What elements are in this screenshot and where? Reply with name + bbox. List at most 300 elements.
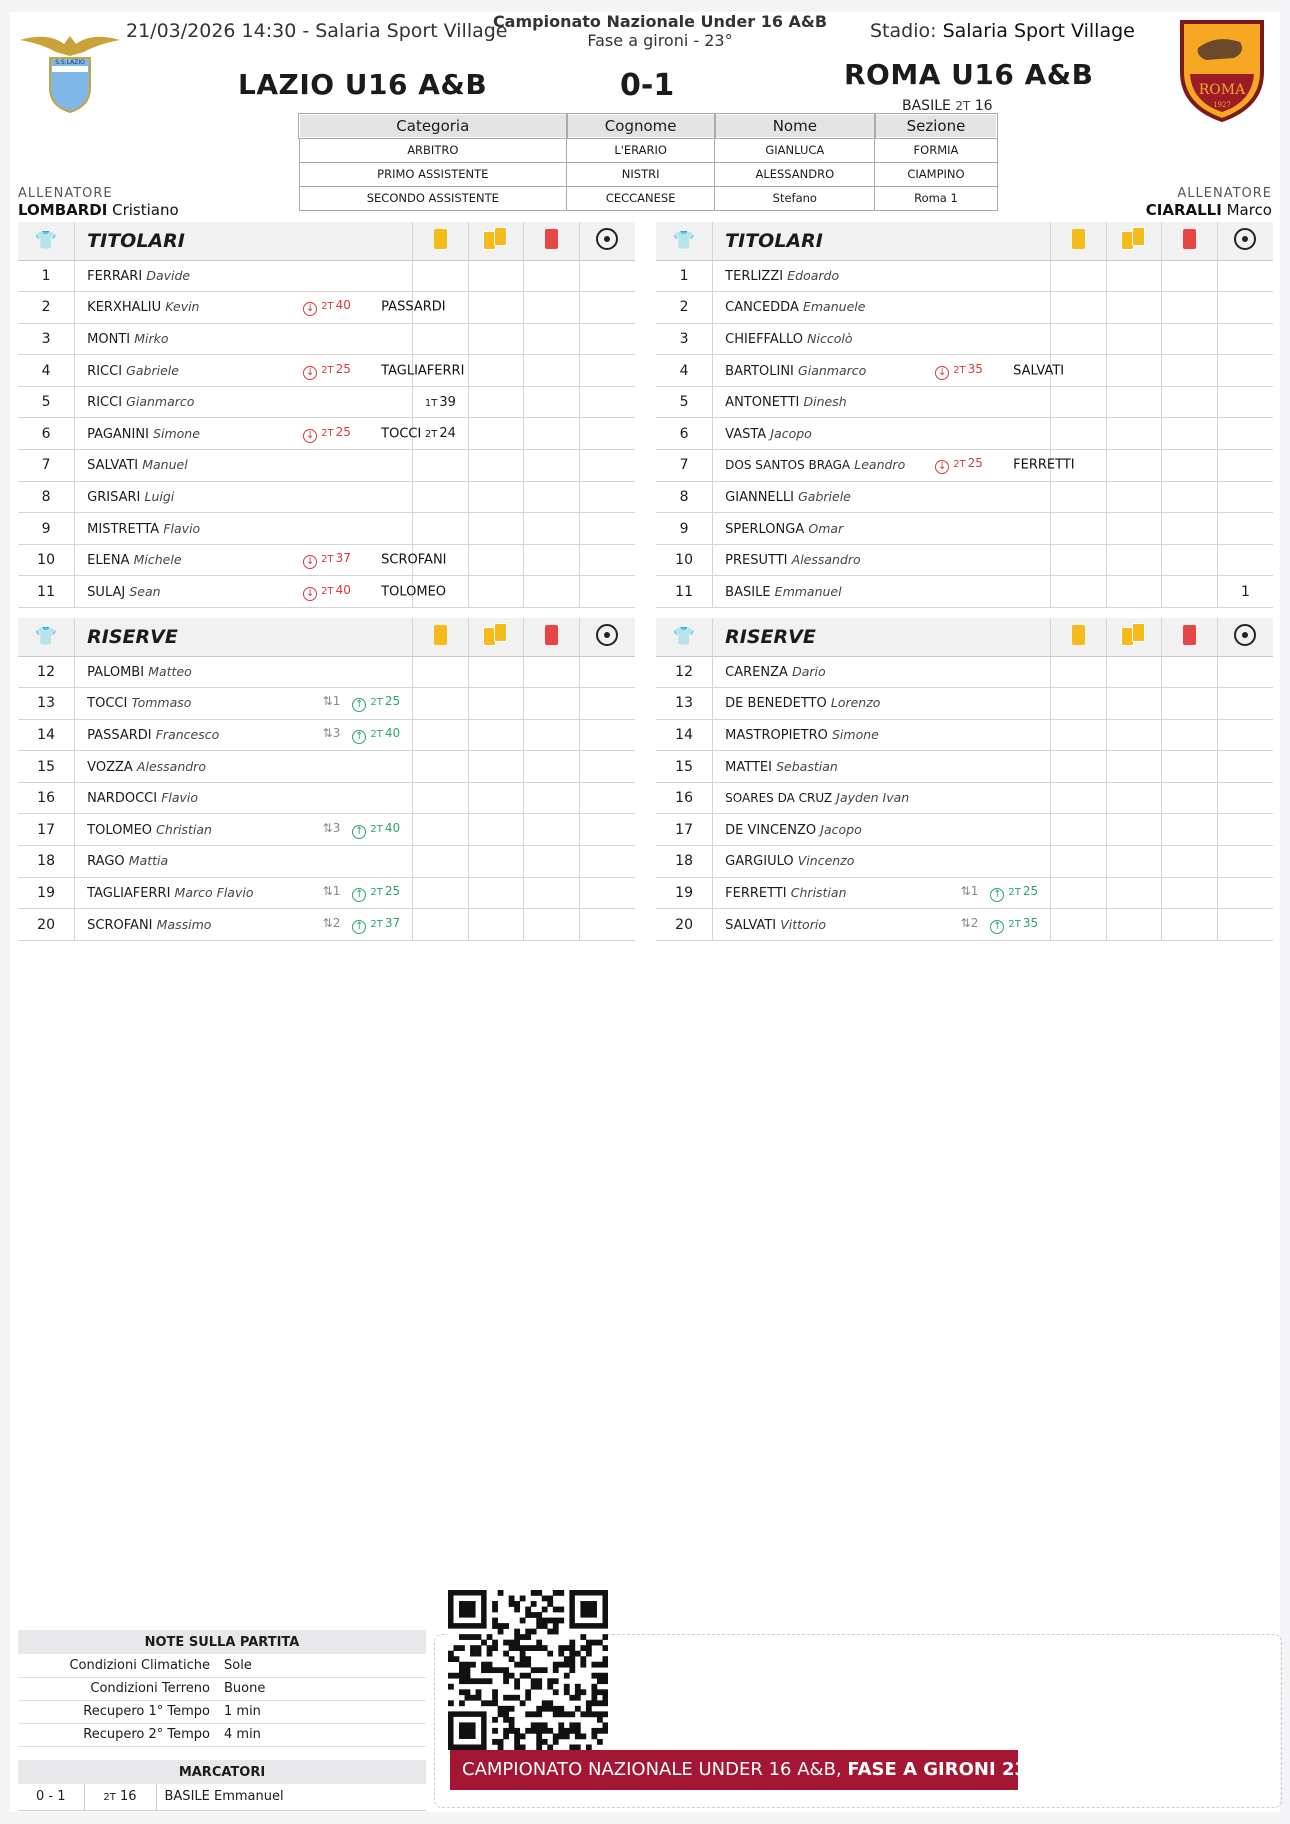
yellow-card-cell (413, 688, 469, 720)
goals-cell (579, 292, 635, 324)
player-last-name: CANCEDDA (725, 300, 799, 316)
player-name (75, 688, 413, 720)
red-card-cell (524, 877, 580, 909)
ref-cell: CIAMPINO (875, 162, 997, 186)
player-row[interactable] (18, 719, 635, 751)
referee-row (299, 138, 997, 162)
goals-col (579, 222, 635, 260)
player-row[interactable] (18, 877, 635, 909)
yellow-card-cell (413, 513, 469, 545)
red-card-cell (524, 386, 580, 418)
player-number-text: 9 (679, 520, 689, 537)
player-last-name: MATTEI (725, 759, 772, 775)
swap-indicator (961, 916, 979, 930)
goals-cell (1217, 909, 1273, 941)
player-number-text: 17 (675, 821, 693, 838)
goals-cell (1217, 846, 1273, 878)
marcatori-score: 0 - 1 (18, 1784, 84, 1810)
goals-col (579, 618, 635, 656)
player-number-text: 2 (41, 299, 51, 316)
player-number-text: 5 (679, 394, 689, 411)
double-yellow-cell (468, 418, 524, 450)
goals-cell (1217, 656, 1273, 688)
lazio-logo-icon (18, 22, 122, 118)
arrow-up-icon: ↑ (990, 888, 1004, 902)
player-name (75, 450, 413, 482)
arrow-down-icon: ↓ (303, 429, 317, 443)
player-last-name: KERXHALIU (87, 300, 162, 316)
yellow-card-cell (413, 782, 469, 814)
player-row[interactable] (656, 355, 1273, 387)
sub-out-half: 2T (321, 585, 334, 597)
match-datetime-venue: 21/03/2026 14:30 - Salaria Sport Village (126, 20, 508, 42)
player-last-name: RICCI (87, 363, 123, 379)
player-first-name: Gianmarco (126, 394, 195, 410)
replaced-by: FERRETTI (1013, 457, 1075, 473)
player-name (75, 355, 465, 387)
player-name (75, 846, 413, 878)
red-card-cell (1162, 418, 1218, 450)
swap-indicator (961, 884, 979, 898)
double-yellow-cell (468, 292, 524, 324)
player-number-text: 14 (37, 726, 55, 743)
qr-code-icon[interactable] (448, 1590, 608, 1750)
player-last-name: RICCI (87, 395, 123, 411)
player-first-name: Jacopo (820, 821, 862, 837)
double-yellow-cell (1106, 323, 1162, 355)
ref-cell: NISTRI (567, 162, 715, 186)
double-yellow-cell (1106, 814, 1162, 846)
player-row[interactable] (656, 292, 1273, 324)
red-card-cell (524, 418, 580, 450)
player-first-name: Tommaso (131, 695, 192, 711)
player-row[interactable] (656, 814, 1273, 846)
player-name (713, 323, 1051, 355)
player-first-name: Christian (156, 821, 212, 837)
player-first-name: Jacopo (770, 425, 812, 441)
double-yellow-cell (468, 355, 524, 387)
player-row[interactable] (18, 260, 635, 292)
double-yellow-cell (468, 386, 524, 418)
player-number (18, 656, 75, 688)
notes-value: 1 min (222, 1700, 426, 1723)
player-name (75, 719, 413, 751)
notes-title: NOTE SULLA PARTITA (18, 1630, 426, 1654)
player-last-name: TOLOMEO (87, 822, 153, 838)
player-first-name: Manuel (142, 457, 188, 473)
red-card-cell (1162, 481, 1218, 513)
sub-in-time (990, 916, 1038, 930)
red-card-icon (545, 625, 558, 645)
ref-col-header: Categoria (299, 114, 567, 138)
sub-in-half: 2T (370, 697, 383, 709)
roma-logo-text: ROMA (1198, 82, 1246, 98)
sub-in-indicator (961, 916, 1038, 934)
player-last-name: TAGLIAFERRI (87, 885, 171, 901)
swap-number: 1 (332, 694, 341, 709)
yellow-card-cell (413, 386, 469, 418)
player-first-name: Mirko (134, 330, 169, 346)
goals-cell (579, 576, 635, 608)
player-row[interactable] (656, 260, 1273, 292)
swap-icon: ⇅ (960, 915, 971, 930)
player-number-text: 3 (41, 330, 51, 347)
player-name (75, 814, 413, 846)
notes-key: Recupero 2° Tempo (18, 1723, 222, 1746)
double-yellow-cell (1106, 418, 1162, 450)
double-yellow-cell (468, 719, 524, 751)
player-row[interactable] (656, 450, 1273, 482)
player-row[interactable] (656, 782, 1273, 814)
yellow-card-cell (1051, 782, 1107, 814)
player-row[interactable] (656, 544, 1273, 576)
red-card-cell (1162, 656, 1218, 688)
arrow-down-icon: ↓ (935, 460, 949, 474)
player-last-name: TOCCI (87, 696, 128, 712)
yellow-card-cell (413, 323, 469, 355)
player-number (18, 782, 75, 814)
goals-cell (1217, 418, 1273, 450)
arrow-down-icon: ↓ (935, 366, 949, 380)
sub-out-half: 2T (321, 364, 334, 376)
double-yellow-cell (1106, 688, 1162, 720)
player-number (18, 719, 75, 751)
player-row[interactable] (18, 688, 635, 720)
section-header-row (656, 222, 1273, 260)
player-row[interactable] (18, 656, 635, 688)
section-header-row (18, 618, 635, 656)
player-row[interactable] (656, 688, 1273, 720)
stadium-label: Stadio: (870, 20, 937, 42)
yellow-card-cell (1051, 544, 1107, 576)
yellow-card-icon (434, 229, 447, 249)
section-title (75, 618, 413, 656)
red-card-icon (1183, 229, 1196, 249)
player-first-name: Vittorio (780, 916, 826, 932)
yellow-card-cell (413, 814, 469, 846)
player-number-text: 1 (41, 267, 51, 284)
notes-key: Recupero 1° Tempo (18, 1700, 222, 1723)
ref-cell: GIANLUCA (715, 138, 875, 162)
player-number (18, 576, 75, 608)
double-yellow-cell (468, 576, 524, 608)
home-coach (18, 186, 179, 219)
shirt-cell (18, 222, 75, 260)
referee-row (299, 162, 997, 186)
sub-out-half: 2T (321, 427, 334, 439)
player-row[interactable] (656, 877, 1273, 909)
referees-header-row (299, 114, 997, 138)
player-row[interactable] (18, 450, 635, 482)
player-number (18, 323, 75, 355)
home-starters-table (18, 222, 635, 608)
referees-table (298, 113, 998, 211)
goals-cell (579, 719, 635, 751)
red-card-cell (524, 751, 580, 783)
red-card-col (1162, 618, 1218, 656)
header-scorer-minute: 16 (974, 98, 993, 114)
player-name (713, 292, 1051, 324)
red-card-cell (524, 814, 580, 846)
red-card-cell (524, 481, 580, 513)
player-name (713, 656, 1051, 688)
sub-in-half: 2T (370, 886, 383, 898)
sub-in-minute: 25 (384, 883, 401, 898)
player-first-name: Alessandro (136, 758, 206, 774)
goals-cell (579, 782, 635, 814)
goals-cell (579, 656, 635, 688)
sub-in-time (352, 694, 401, 711)
player-row[interactable] (18, 814, 635, 846)
player-name (75, 544, 447, 576)
double-yellow-cell (1106, 481, 1162, 513)
sub-out-indicator (303, 551, 351, 569)
sub-in-time (352, 821, 400, 835)
section-title-text: RISERVE (725, 625, 816, 648)
player-number-text: 20 (675, 916, 693, 933)
yellow-card-cell (1051, 688, 1107, 720)
arrow-up-icon: ↑ (352, 920, 366, 934)
player-name (713, 751, 1051, 783)
double-yellow-cell (1106, 292, 1162, 324)
player-number (656, 292, 713, 324)
sub-out-half: 2T (953, 459, 966, 471)
ref-col-header: Cognome (567, 114, 715, 138)
goals-cell (579, 355, 635, 387)
player-number-text: 7 (679, 457, 689, 474)
sub-out-indicator (935, 362, 983, 380)
header-scorer-name: BASILE (902, 98, 951, 114)
player-first-name: Dario (792, 663, 826, 679)
player-name (75, 877, 413, 909)
ref-cell: ALESSANDRO (715, 162, 875, 186)
player-number (656, 355, 713, 387)
player-row[interactable] (18, 323, 635, 355)
shirt-icon: 👕 (672, 230, 696, 252)
yellow-card-cell (1051, 386, 1107, 418)
away-coach-name (1146, 201, 1272, 219)
player-last-name: GARGIULO (725, 854, 794, 870)
player-first-name: Vincenzo (797, 853, 855, 869)
player-first-name: Kevin (165, 299, 200, 315)
roma-logo-icon (1176, 14, 1268, 124)
player-name (75, 292, 446, 324)
red-card-cell (1162, 323, 1218, 355)
player-last-name: SCROFANI (87, 917, 153, 933)
red-card-cell (524, 688, 580, 720)
sub-out-minute: 37 (335, 551, 351, 566)
yellow-card-minute: 39 (439, 394, 456, 410)
player-first-name: Jayden Ivan (836, 790, 910, 806)
player-number-text: 16 (675, 790, 693, 807)
player-name (713, 846, 1051, 878)
swap-indicator (323, 916, 341, 930)
player-row[interactable] (18, 355, 635, 387)
goals-cell (579, 877, 635, 909)
player-row[interactable] (18, 292, 635, 324)
player-number (656, 782, 713, 814)
shirt-cell (18, 618, 75, 656)
competition-banner (450, 1750, 1036, 1790)
player-first-name: Simone (153, 425, 200, 441)
arrow-down-icon: ↓ (303, 587, 317, 601)
replaced-by: TAGLIAFERRI (381, 363, 465, 379)
player-first-name: Leandro (854, 457, 906, 473)
double-yellow-cell (468, 782, 524, 814)
player-row[interactable] (18, 576, 635, 608)
sub-in-minute: 40 (384, 725, 401, 740)
swap-icon: ⇅ (322, 725, 333, 740)
sub-in-half: 2T (1008, 918, 1021, 930)
player-name (713, 877, 1051, 909)
player-row[interactable] (18, 513, 635, 545)
marcatori-table (18, 1760, 426, 1811)
player-number-text: 10 (37, 552, 55, 569)
yellow-card-cell (1051, 719, 1107, 751)
sub-out-half: 2T (321, 554, 334, 566)
player-first-name: Michele (133, 552, 182, 568)
red-card-cell (524, 576, 580, 608)
ref-col-header: Sezione (875, 114, 997, 138)
player-row[interactable] (656, 513, 1273, 545)
goals-cell (1217, 814, 1273, 846)
yellow-card-minute: 24 (439, 426, 456, 442)
home-team-name: LAZIO U16 A&B (238, 68, 488, 101)
player-row[interactable] (656, 481, 1273, 513)
goals-cell (1217, 751, 1273, 783)
player-row[interactable] (656, 576, 1273, 608)
yellow-card-col (1051, 618, 1107, 656)
player-first-name: Massimo (156, 916, 212, 932)
away-coach-first: Marco (1226, 201, 1272, 219)
marcatori-minute: 16 (120, 1789, 137, 1805)
swap-indicator (323, 821, 341, 835)
away-coach (1146, 186, 1272, 219)
ref-cell: ARBITRO (299, 138, 567, 162)
stadium-info (870, 20, 1135, 42)
double-yellow-cell (468, 544, 524, 576)
goals-cell (579, 323, 635, 355)
player-number-text: 13 (37, 695, 55, 712)
player-row[interactable] (656, 909, 1273, 941)
player-row[interactable] (656, 656, 1273, 688)
sub-out-minute: 25 (335, 361, 351, 376)
player-number (656, 418, 713, 450)
sub-in-indicator (323, 884, 400, 902)
player-last-name: DOS SANTOS BRAGA (725, 458, 851, 473)
player-row[interactable] (656, 323, 1273, 355)
player-name (75, 323, 413, 355)
swap-icon: ⇅ (322, 820, 333, 835)
yellow-card-cell (413, 719, 469, 751)
player-first-name: Emmanuel (774, 583, 842, 599)
home-reserves-table (18, 618, 635, 941)
arrow-up-icon: ↑ (990, 920, 1004, 934)
player-last-name: CARENZA (725, 664, 788, 680)
player-row[interactable] (18, 782, 635, 814)
player-number (18, 909, 75, 941)
player-row[interactable] (656, 418, 1273, 450)
player-number (18, 450, 75, 482)
yellow-card-cell (1051, 877, 1107, 909)
sub-out-minute: 40 (335, 298, 351, 313)
sub-in-time (990, 884, 1038, 898)
replaced-by: SALVATI (1013, 363, 1065, 379)
player-number (656, 877, 713, 909)
match-notes-table (18, 1630, 426, 1747)
match-score: 0-1 (620, 68, 675, 103)
player-row[interactable] (656, 751, 1273, 783)
goals-cell (1217, 260, 1273, 292)
double-yellow-cell (468, 323, 524, 355)
player-number-text: 11 (675, 583, 693, 600)
player-last-name: GRISARI (87, 489, 141, 505)
player-row[interactable] (18, 751, 635, 783)
player-first-name: Flavio (163, 520, 201, 536)
player-name (713, 355, 1065, 387)
player-first-name: Mattia (128, 853, 169, 869)
player-row[interactable] (18, 909, 635, 941)
player-last-name: BARTOLINI (725, 363, 794, 379)
player-name (75, 656, 413, 688)
player-last-name: DE BENEDETTO (725, 696, 827, 712)
sub-out-indicator (303, 362, 351, 380)
player-number (656, 386, 713, 418)
yellow-card-cell (1051, 513, 1107, 545)
double-yellow-cell (1106, 450, 1162, 482)
replaced-by: TOCCI (381, 426, 422, 442)
yellow-card-cell (413, 846, 469, 878)
double-yellow-cell (1106, 751, 1162, 783)
player-first-name: Emanuele (802, 299, 866, 315)
player-name (75, 418, 422, 450)
player-row[interactable] (18, 481, 635, 513)
player-first-name: Flavio (161, 790, 199, 806)
section-title (713, 222, 1051, 260)
yellow-card-icon (1072, 229, 1085, 249)
double-yellow-cell (1106, 909, 1162, 941)
player-number (656, 656, 713, 688)
player-row[interactable] (18, 418, 635, 450)
player-number-text: 3 (679, 330, 689, 347)
player-number (18, 386, 75, 418)
player-row[interactable] (656, 719, 1273, 751)
marcatori-title: MARCATORI (18, 1760, 426, 1784)
player-row[interactable] (18, 386, 635, 418)
goals-cell (1217, 386, 1273, 418)
player-row[interactable] (18, 544, 635, 576)
banner-bold: FASE A GIRONI 23° (847, 1759, 1036, 1780)
red-card-cell (524, 909, 580, 941)
red-card-col (524, 618, 580, 656)
sub-in-minute: 25 (384, 694, 401, 709)
player-number-text: 12 (37, 663, 55, 680)
red-card-cell (1162, 513, 1218, 545)
swap-number: 2 (332, 915, 341, 930)
player-row[interactable] (656, 846, 1273, 878)
red-card-col (524, 222, 580, 260)
player-row[interactable] (18, 846, 635, 878)
ref-col-header: Nome (715, 114, 875, 138)
goals-cell (1217, 355, 1273, 387)
player-number (656, 719, 713, 751)
red-card-cell (524, 292, 580, 324)
player-row[interactable] (656, 386, 1273, 418)
player-name (75, 909, 413, 941)
notes-value: Sole (222, 1654, 426, 1677)
player-first-name: Sebastian (776, 758, 838, 774)
notes-value: Buone (222, 1677, 426, 1700)
